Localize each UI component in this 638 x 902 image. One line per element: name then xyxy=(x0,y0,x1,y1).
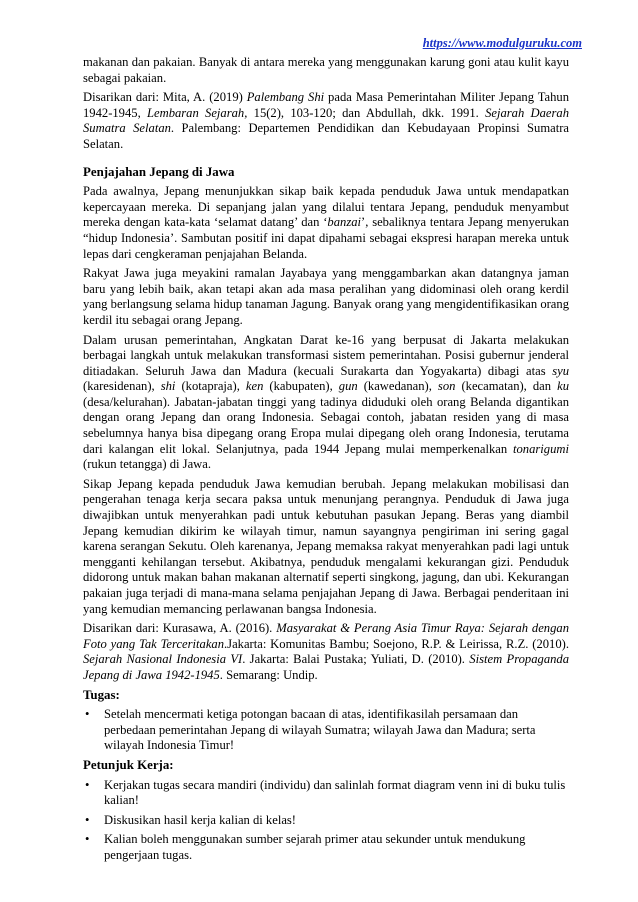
tugas-list xyxy=(83,707,569,754)
paragraph-pemerintahan: Dalam urusan pemerintahan, Angkatan Darat ke-16 yang berpusat di Jakarta melakukan berbagai langkah untuk melakukan transformasi sistem pemerintahan. Posisi gubernur jenderal ditiadakan. Seluruh Jawa dan Madura (kecuali Surakarta dan Yogyakarta) dibagi atas syu (karesidenan), shi (kotapraja), ken (kabupaten), gun (kawedanan), son (kecamatan), dan ku (desa/kelurahan). Jabatan-jabatan tinggi yang tadinya diduduki oleh orang Belanda digantikan dengan orang Jepang dan orang Indonesia. Sebagai contoh, jabatan residen yang di masa sebelumnya hanya bisa dipegang orang Eropa mulai dipegang oleh orang Indonesia, terutama dari kalangan elit lokal. Selanjutnya, pada 1944 Jepang mulai memperkenalkan tonarigumi (rukun tetangga) di Jawa. xyxy=(83,332,569,472)
bullet-icon: • xyxy=(85,707,90,722)
paragraph-continuation: makanan dan pakaian. Banyak di antara mereka yang menggunakan karung goni atau kulit kayu sebagai pakaian. xyxy=(83,55,569,85)
petunjuk-list xyxy=(83,778,569,864)
list-item: • Kerjakan tugas secara mandiri (individu) dan salinlah format diagram venn ini di buku tulis kalian! xyxy=(85,777,566,808)
petunjuk-heading: Petunjuk Kerja: xyxy=(83,757,174,772)
source-citation-jawa: Disarikan dari: Kurasawa, A. (2016). Masyarakat & Perang Asia Timur Raya: Sejarah dengan Foto yang Tak Terceritakan.Jakarta: Komunitas Bambu; Soejono, R.P. & Leirissa, R.Z. (2010). Sejarah Nasional Indonesia VI. Jakarta: Balai Pustaka; Yuliati, D. (2010). Sistem Propaganda Jepang di Jawa 1942-1945. Semarang: Undip. xyxy=(83,621,570,682)
section-heading-jawa: Penjajahan Jepang di Jawa xyxy=(83,164,235,179)
tugas-heading: Tugas: xyxy=(83,687,120,702)
paragraph-jayabaya: Rakyat Jawa juga meyakini ramalan Jayabaya yang menggambarkan akan datangnya jaman baru yang lebih baik, akan tetapi akan ada masa peralihan yang didominasi oleh orang kerdil yang berlangsung selama hidup tanaman Jagung. Banyak orang yang mengidentifikasikan orang kerdil itu sebagai orang Jepang. xyxy=(83,266,569,327)
list-item: • Kalian boleh menggunakan sumber sejarah primer atau sekunder untuk mendukung pengerjaan tugas. xyxy=(85,832,526,862)
source-citation-sumatra: Disarikan dari: Mita, A. (2019) Palembang Shi pada Masa Pemerintahan Militer Jepang Tahun 1942-1945, Lembaran Sejarah, 15(2), 103-120; dan Abdullah, dkk. 1991. Sejarah Daerah Sumatra Selatan. Palembang: Departemen Pendidikan dan Kebudayaan Propinsi Sumatra Selatan. xyxy=(83,90,569,151)
bullet-icon: • xyxy=(85,777,90,792)
paragraph-awal-sikap: Pada awalnya, Jepang menunjukkan sikap baik kepada penduduk Jawa untuk mendapatkan kepercayaan mereka. Di sepanjang jalan yang dilalui tentara Jepang, penduduk menyambut mereka dengan kata-kata ‘selamat datang’ dan ‘banzai’, sebaliknya tentara Jepang menyerukan “hidup Indonesia’. Sambutan positif ini dapat dipahami sebagai ekspresi harapan mereka untuk lepas dari cengkeraman penjajahan Belanda. xyxy=(83,184,570,261)
header-url-link[interactable]: https://www.modulguruku.com xyxy=(422,36,582,50)
bullet-icon: • xyxy=(85,832,90,847)
paragraph-sikap-berubah: Sikap Jepang kepada penduduk Jawa kemudian berubah. Jepang melakukan mobilisasi dan pengerahan tenaga kerja secara paksa untuk menunjang perangnya. Penduduk di Jawa juga diwajibkan untuk menyerahkan padi untuk kebutuhan pasukan Jepang. Beras yang diambil Jepang kemudian dikirim ke wilayah timur, namun sayangnya pengiriman ini sering gagal karena serangan Sekutu. Oleh karenanya, Jepang memaksa rakyat menyerahkan padi lagi untuk mengganti kehilangan tersebut. Akibatnya, penduduk mengalami kekurangan gizi. Penduduk didorong untuk makan bahan makanan alternatif seperti singkong, jagung, dan ubi. Kekurangan pakaian juga terjadi di mana-mana selama penjajahan Jepang di Jawa. Berbagai penderitaan ini yang kemudian memancing perlawanan bangsa Indonesia. xyxy=(83,476,569,616)
bullet-icon: • xyxy=(85,812,90,827)
list-item: • Setelah mencermati ketiga potongan bacaan di atas, identifikasilah persamaan dan perbedaan pemerintahan Jepang di wilayah Sumatra; wilayah Jawa dan Madura; serta wilayah Indonesia Timur! xyxy=(85,707,536,753)
list-item: • Diskusikan hasil kerja kalian di kelas! xyxy=(85,812,297,827)
document-page xyxy=(83,55,569,868)
